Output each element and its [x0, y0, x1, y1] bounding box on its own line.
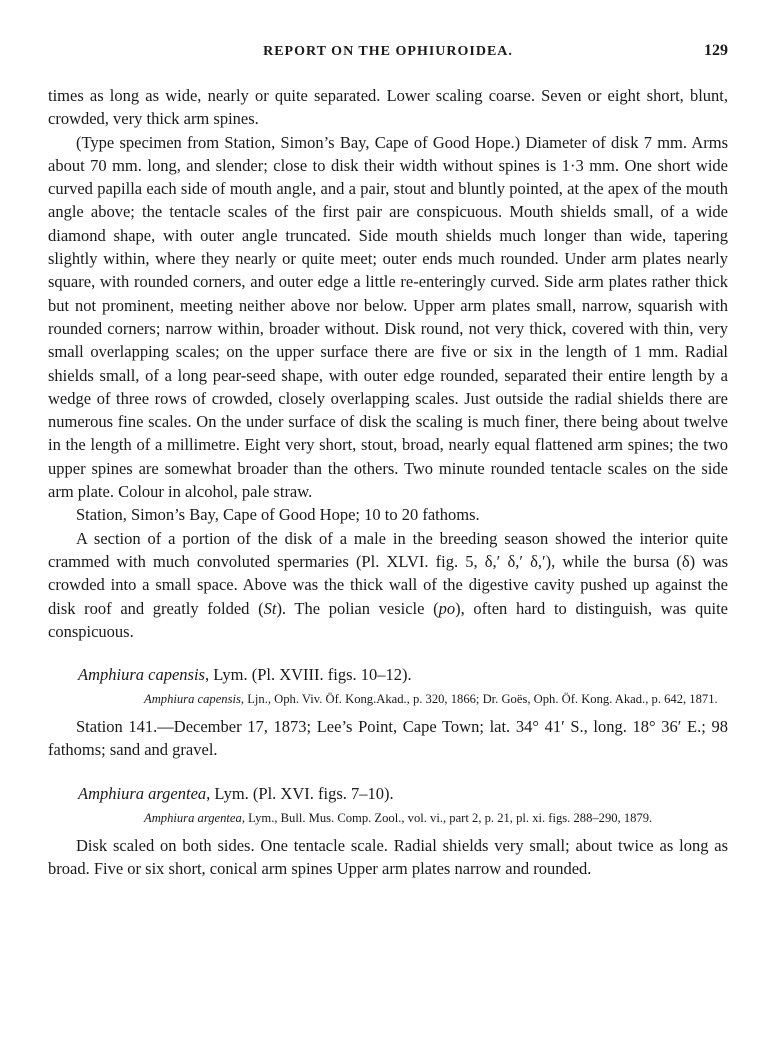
page-header — [48, 44, 728, 66]
station-capensis: Station 141.—December 17, 1873; Lee’s Point, Cape Town; lat. 34° 41′ S., long. 18° 36′ E.; 98 fathoms; sand and gravel. — [48, 717, 728, 760]
reference-citation: , Lym., Bull. Mus. Comp. Zool., vol. vi., part 2, p. 21, pl. xi. figs. 288–290, 1879. — [241, 810, 653, 825]
text-run: ), often hard to distinguish, was quite conspicuous. — [48, 598, 728, 641]
paragraph-type-specimen: (Type specimen from Station, Simon’s Bay, Cape of Good Hope.) Diameter of disk 7 mm. Arms about 70 mm. long, and slender; close to disk their width without spines is 1·3 mm. One short wide curved papilla each side of mouth angle, and a pair, stout and bluntly pointed, at the apex of the mouth angle above; the tentacle scales of the first pair are conspicuous. Mouth shields small, of a wide diamond shape, with outer angle truncated. Side mouth shields much longer than wide, tapering slightly within, where they nearly or quite meet; outer ends much rounded. Under arm plates nearly square, with rounded corners, and outer edge a little re-enteringly curved. Side arm plates rather thick but not prominent, meeting neither above nor below. Upper arm plates small, narrow, squarish with rounded corners; narrow within, broader without. Disk round, not very thick, covered with thin, very small overlapping scales; on the upper surface there are five or six in the length of 1 mm. Radial shields small, of a long pear-seed shape, with outer edge rounded, separated their entire length by a wedge of three rows of crowded, closely overlapping scales. Just outside the radial shields there are numerous fine scales. On the under surface of disk the scaling is much finer, there being about twelve in the length of a millimetre. Eight very short, stout, broad, nearly equal flattened arm spines; the two upper spines are somewhat broader than the others. Two minute rounded tentacle scales on the side arm plate. Colour in alcohol, pale straw. — [48, 132, 728, 502]
paragraph-continuation: times as long as wide, nearly or quite separated. Lower scaling coarse. Seven or eight short, blunt, crowded, very thick arm spines. — [48, 86, 728, 129]
species-name: Amphiura argentea — [78, 783, 207, 803]
label-st: St — [263, 598, 277, 618]
page-number: 129 — [704, 42, 728, 59]
page-body — [48, 84, 728, 880]
species-heading-argentea — [48, 782, 728, 805]
paragraph-station: Station, Simon’s Bay, Cape of Good Hope; 10 to 20 fathoms. — [76, 505, 480, 525]
running-title: REPORT ON THE OPHIUROIDEA. — [263, 44, 513, 59]
reference-citation: , Ljn., Oph. Viv. Öf. Kong.Akad., p. 320, 1866; Dr. Goës, Oph. Öf. Kong. Akad., p. 642, 1871. — [240, 692, 718, 707]
reference-argentea — [48, 809, 728, 828]
species-name: Amphiura capensis — [78, 665, 205, 685]
reference-species-name: Amphiura capensis — [144, 692, 241, 707]
species-citation: , Lym. (Pl. XVIII. figs. 10–12). — [204, 665, 412, 685]
description-argentea: Disk scaled on both sides. One tentacle scale. Radial shields very small; about twice as long as broad. Five or six short, conical arm spines Upper arm plates narrow and rounded. — [48, 835, 728, 879]
text-run: A section of a portion of the disk of a male in the breeding season showed the interior quite crammed with much convoluted spermaries (Pl. XLVI. fig. 5, δ,′ δ,′ δ,′), while the bursa (δ) was crowded into a small space. Above was the thick wall of the digestive cavity pushed up against the disk roof and greatly folded ( — [48, 528, 728, 618]
label-po: po — [438, 598, 456, 618]
reference-capensis — [48, 690, 728, 709]
text-run: ). The polian vesicle ( — [276, 598, 439, 618]
paragraph-disk-section — [48, 527, 728, 643]
reference-species-name: Amphiura argentea — [144, 810, 242, 825]
species-citation: , Lym. (Pl. XVI. figs. 7–10). — [206, 783, 394, 803]
species-heading-capensis — [48, 663, 728, 686]
